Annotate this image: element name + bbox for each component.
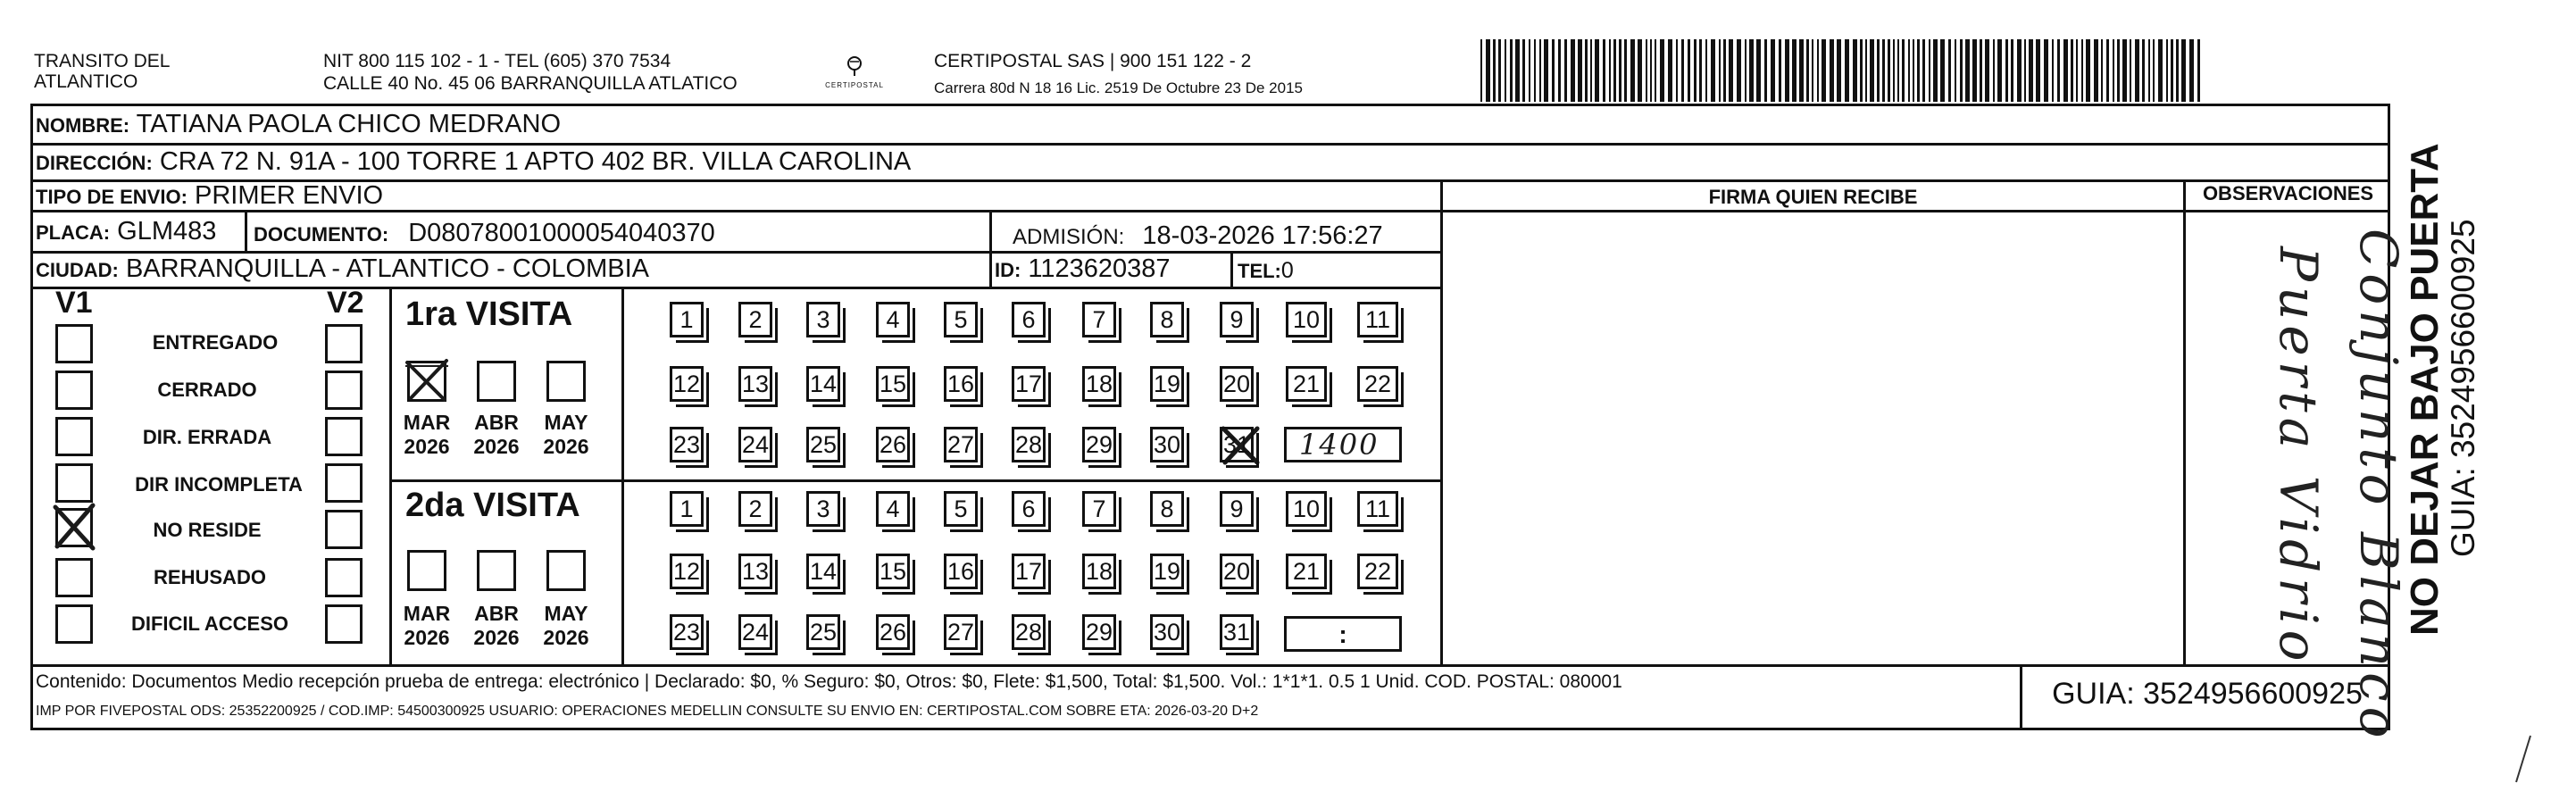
tel-row (1238, 255, 1294, 287)
barcode-bar (1980, 39, 1982, 102)
barcode-bar (2094, 39, 2098, 102)
barcode-bar (1539, 39, 1541, 102)
barcode-bar (1745, 39, 1747, 102)
barcode-bar (1845, 39, 1849, 102)
barcode-bar (1624, 39, 1627, 102)
v2-checkbox-rehusado[interactable] (325, 558, 363, 597)
visit2-day-10[interactable]: 10 (1286, 491, 1327, 527)
footer-imp: IMP POR FIVEPOSTAL ODS: 25352200925 / COD.IMP: 54500300925 USUARIO: OPERACIONES MEDELLIN CONSULTE SU ENVIO EN: CERTIPOSTAL.COM SOBRE ETA: 2026-03-20 D+2 (36, 704, 1259, 719)
ciudad-label: CIUDAD: (36, 259, 119, 281)
visit2-day-31[interactable]: 31 (1220, 614, 1254, 650)
visit1-month-check-mark (402, 357, 452, 405)
visit1-month-may-box[interactable] (546, 361, 586, 402)
visit1-day-9[interactable]: 9 (1220, 302, 1254, 337)
barcode-bar (2017, 39, 2022, 102)
visit2-day-17[interactable]: 17 (1012, 554, 1046, 589)
visit1-day-26[interactable]: 26 (876, 427, 910, 462)
barcode-bar (2158, 39, 2163, 102)
barcode-bar (1749, 39, 1754, 102)
barcode-bar (1948, 39, 1951, 102)
barcode-bar (1792, 39, 1797, 102)
observation-handwritten-line2: Puerta Vidrio (2268, 246, 2329, 667)
barcode-bar (1865, 39, 1867, 102)
visit1-day-24[interactable]: 24 (738, 427, 772, 462)
v2-checkbox-no-reside[interactable] (325, 510, 363, 549)
direccion-label: DIRECCIÓN: (36, 152, 153, 174)
ciudad-value: BARRANQUILLA - ATLANTICO - COLOMBIA (125, 254, 649, 283)
visit1-day-28[interactable]: 28 (1012, 427, 1046, 462)
firma-header: FIRMA QUIEN RECIBE (1708, 186, 1918, 208)
visit2-day-25[interactable]: 25 (806, 614, 840, 650)
barcode-bar (1705, 39, 1707, 102)
visit2-month-may-box[interactable] (546, 550, 586, 591)
v2-checkbox-dir-errada[interactable] (325, 417, 363, 456)
barcode-bar (1585, 39, 1588, 102)
barcode-bar (2101, 39, 2103, 102)
id-value: 1123620387 (1028, 254, 1171, 283)
barcode-bar (2148, 39, 2150, 102)
visit1-day-18[interactable]: 18 (1082, 366, 1116, 402)
visit1-day-8[interactable]: 8 (1150, 302, 1184, 337)
visit2-day-15[interactable]: 15 (876, 554, 910, 589)
barcode-bar (1837, 39, 1841, 102)
barcode-bar (1897, 39, 1899, 102)
barcode-bar (1729, 39, 1733, 102)
visit1-day-10[interactable]: 10 (1286, 302, 1327, 337)
barcode-bar (2011, 39, 2013, 102)
barcode-bar (1544, 39, 1548, 102)
barcode-bar (2189, 39, 2194, 102)
visit2-day-22[interactable]: 22 (1357, 554, 1398, 589)
barcode-bar (1853, 39, 1857, 102)
barcode-bar (2052, 39, 2054, 102)
barcode-bar (1882, 39, 1885, 102)
documento-row (254, 218, 715, 250)
barcode-bar (1681, 39, 1684, 102)
visit1-day-27[interactable]: 27 (944, 427, 978, 462)
tipo-envio-label: TIPO DE ENVIO: (36, 186, 188, 208)
observation-handwritten-line1: Conjunto Blanco (2348, 229, 2409, 744)
reason-dir-errada: DIR. ERRADA (142, 426, 272, 448)
barcode-bar (1515, 39, 1520, 102)
tipo-envio-value: PRIMER ENVIO (194, 181, 384, 210)
side-guia-number: GUIA: 3524956600925 (2445, 219, 2481, 557)
visit1-month-abr-box[interactable] (477, 361, 516, 402)
v2-checkbox-dificil-acceso[interactable] (325, 604, 363, 644)
barcode-bar (1723, 39, 1726, 102)
barcode-bar (1799, 39, 1804, 102)
pen-mark (2509, 732, 2536, 786)
visit2-day-5[interactable]: 5 (944, 491, 978, 527)
barcode-bar (2029, 39, 2033, 102)
barcode-bar (1505, 39, 1506, 102)
visit2-day-30[interactable]: 30 (1150, 614, 1184, 650)
barcode-bar (2117, 39, 2120, 102)
barcode-bar (1571, 39, 1575, 102)
v2-checkbox-cerrado[interactable] (325, 371, 363, 410)
barcode-bar (2063, 39, 2068, 102)
observaciones-header: OBSERVACIONES (2202, 182, 2374, 204)
visit1-month-may-label: MAY 2026 (543, 411, 589, 458)
barcode (1480, 39, 2205, 102)
barcode-bar (1877, 39, 1880, 102)
barcode-bar (2113, 39, 2114, 102)
visit2-day-23[interactable]: 23 (670, 614, 704, 650)
certipostal-logo (814, 52, 895, 95)
visit1-time-handwritten: 1400 (1299, 428, 1380, 462)
barcode-bar (1595, 39, 1599, 102)
visit2-day-21[interactable]: 21 (1286, 554, 1327, 589)
visit2-day-19[interactable]: 19 (1150, 554, 1184, 589)
barcode-bar (1613, 39, 1616, 102)
barcode-bar (1655, 39, 1656, 102)
barcode-bar (2142, 39, 2145, 102)
barcode-bar (1888, 39, 1890, 102)
barcode-bar (1660, 39, 1664, 102)
visit1-day-7[interactable]: 7 (1082, 302, 1116, 337)
barcode-bar (1902, 39, 1905, 102)
barcode-bar (1638, 39, 1642, 102)
barcode-bar (1817, 39, 1819, 102)
reason-dificil-acceso: DIFICIL ACCESO (130, 612, 288, 635)
barcode-bar (1993, 39, 1995, 102)
visit1-day-11[interactable]: 11 (1357, 302, 1398, 337)
visit2-day-27[interactable]: 27 (944, 614, 978, 650)
barcode-bar (2135, 39, 2139, 102)
visit2-day-7[interactable]: 7 (1082, 491, 1116, 527)
direccion-row (36, 146, 911, 179)
v2-marker: V2 (327, 286, 364, 320)
barcode-bar (2181, 39, 2186, 102)
barcode-bar (1955, 39, 1956, 102)
barcode-bar (2005, 39, 2008, 102)
barcode-bar (1779, 39, 1781, 102)
direccion-value: CRA 72 N. 91A - 100 TORRE 1 APTO 402 BR. VILLA CAROLINA (159, 147, 912, 176)
company-info: CERTIPOSTAL SAS | 900 151 122 - 2 (934, 51, 1252, 71)
barcode-bar (1578, 39, 1582, 102)
nombre-value: TATIANA PAOLA CHICO MEDRANO (136, 110, 562, 138)
barcode-bar (1913, 39, 1914, 102)
barcode-bar (2176, 39, 2179, 102)
nombre-row (36, 109, 561, 141)
barcode-bar (2166, 39, 2168, 102)
visit2-day-6[interactable]: 6 (1012, 491, 1046, 527)
visit1-title: 1ra VISITA (405, 296, 573, 333)
sender-name-line1: TRANSITO DEL (34, 51, 171, 71)
barcode-bar (2122, 39, 2127, 102)
barcode-bar (1510, 39, 1513, 102)
barcode-bar (1668, 39, 1672, 102)
barcode-bar (2197, 39, 2200, 102)
barcode-bar (1756, 39, 1761, 102)
visit2-title: 2da VISITA (405, 487, 580, 524)
visit1-day-5[interactable]: 5 (944, 302, 978, 337)
reason-dir-incompleta: DIR INCOMPLETA (135, 473, 303, 496)
visit2-month-mar-box[interactable] (407, 550, 446, 591)
v1-checkbox-dir-incompleta[interactable] (55, 463, 93, 503)
barcode-bar (1493, 39, 1496, 102)
barcode-bar (1917, 39, 1920, 102)
visit1-day-17[interactable]: 17 (1012, 366, 1046, 402)
barcode-bar (1694, 39, 1696, 102)
documento-value: D08078001000054040370 (408, 219, 715, 247)
barcode-bar (2130, 39, 2131, 102)
barcode-bar (1972, 39, 1977, 102)
barcode-bar (2076, 39, 2078, 102)
barcode-bar (1785, 39, 1789, 102)
barcode-bar (2081, 39, 2083, 102)
barcode-bar (1699, 39, 1702, 102)
barcode-bar (1522, 39, 1525, 102)
barcode-bar (1480, 39, 1482, 102)
reason-entregado: ENTREGADO (152, 331, 279, 354)
v1-checkbox-entregado[interactable] (55, 324, 93, 363)
barcode-bar (1908, 39, 1910, 102)
visit2-day-3[interactable]: 3 (806, 491, 840, 527)
admision-value: 18-03-2026 17:56:27 (1142, 221, 1383, 250)
visit2-day-29[interactable]: 29 (1082, 614, 1116, 650)
barcode-bar (1552, 39, 1555, 102)
tel-label: TEL: (1238, 260, 1281, 282)
visit1-day-6[interactable]: 6 (1012, 302, 1046, 337)
barcode-bar (1870, 39, 1874, 102)
reason-rehusado: REHUSADO (154, 566, 266, 588)
barcode-bar (2086, 39, 2090, 102)
license-info: Carrera 80d N 18 16 Lic. 2519 De Octubre 23 De 2015 (934, 79, 1303, 96)
barcode-bar (1997, 39, 2002, 102)
barcode-bar (1603, 39, 1605, 102)
placa-row (36, 216, 216, 248)
visit1-day-22[interactable]: 22 (1357, 366, 1398, 402)
visit2-day-11[interactable]: 11 (1357, 491, 1398, 527)
visit1-day-2[interactable]: 2 (738, 302, 772, 337)
barcode-bar (1676, 39, 1678, 102)
tel-value: 0 (1280, 258, 1294, 283)
visit1-day-1[interactable]: 1 (670, 302, 704, 337)
v1-marker: V1 (55, 286, 93, 320)
barcode-bar (1498, 39, 1501, 102)
footer-guia-number: GUIA: 3524956600925 (2052, 677, 2363, 711)
barcode-bar (2057, 39, 2060, 102)
barcode-bar (2024, 39, 2026, 102)
barcode-bar (2036, 39, 2040, 102)
barcode-bar (1965, 39, 1970, 102)
barcode-bar (1619, 39, 1621, 102)
visit1-day-31[interactable]: 31 (1220, 427, 1254, 462)
barcode-bar (1830, 39, 1834, 102)
barcode-bar (1929, 39, 1930, 102)
visit2-day-8[interactable]: 8 (1150, 491, 1184, 527)
visit2-month-abr-label: ABR 2026 (473, 602, 520, 649)
visit1-day-4[interactable]: 4 (876, 302, 910, 337)
visit1-day-15[interactable]: 15 (876, 366, 910, 402)
reason-cerrado: CERRADO (157, 379, 257, 401)
barcode-bar (2044, 39, 2048, 102)
barcode-bar (1564, 39, 1567, 102)
visit1-day-23[interactable]: 23 (670, 427, 704, 462)
visit2-month-may-label: MAY 2026 (543, 602, 589, 649)
visit2-day-12[interactable]: 12 (670, 554, 704, 589)
admision-label: ADMISIÓN: (1013, 225, 1125, 249)
visit1-month-abr-label: ABR 2026 (473, 411, 520, 458)
barcode-bar (1646, 39, 1647, 102)
tipo-envio-row (36, 180, 383, 212)
barcode-bar (1764, 39, 1767, 102)
footer-contenido: Contenido: Documentos Medio recepción prueba de entrega: electrónico | Declarado: $0, % Seguro: $0, Otros: $0, Flete: $1,500, Total: $1,500. Vol.: 1*1*1. 0.5 1 Unid. COD. POSTAL: 080001 (36, 671, 1622, 692)
barcode-bar (1822, 39, 1826, 102)
visit1-day-14[interactable]: 14 (806, 366, 840, 402)
visit1-day-30[interactable]: 30 (1150, 427, 1184, 462)
visit2-time-separator: : (1338, 621, 1347, 648)
logo-wordmark: CERTIPOSTAL (825, 81, 884, 89)
visit1-day-19[interactable]: 19 (1150, 366, 1184, 402)
admision-row (1013, 221, 1383, 253)
barcode-bar (1630, 39, 1635, 102)
barcode-bar (1529, 39, 1530, 102)
barcode-bar (1771, 39, 1775, 102)
barcode-bar (1933, 39, 1938, 102)
visit2-day-14[interactable]: 14 (806, 554, 840, 589)
barcode-bar (1940, 39, 1945, 102)
visit2-time-box[interactable] (1284, 616, 1402, 652)
barcode-bar (1609, 39, 1611, 102)
visit2-month-mar-label: MAR 2026 (403, 602, 451, 649)
barcode-bar (1688, 39, 1690, 102)
ciudad-row (36, 254, 649, 286)
documento-label: DOCUMENTO: (254, 223, 389, 246)
barcode-bar (1960, 39, 1963, 102)
visit1-day-16[interactable]: 16 (944, 366, 978, 402)
id-label: ID: (995, 259, 1021, 281)
visit2-month-abr-box[interactable] (477, 550, 516, 591)
sender-address: CALLE 40 No. 45 06 BARRANQUILLA ATLATICO (323, 73, 738, 94)
barcode-bar (2106, 39, 2109, 102)
visit2-day-20[interactable]: 20 (1220, 554, 1254, 589)
barcode-bar (1711, 39, 1715, 102)
barcode-bar (2153, 39, 2155, 102)
visit2-day-2[interactable]: 2 (738, 491, 772, 527)
barcode-bar (2171, 39, 2173, 102)
no-dejar-bajo-puerta-warning: NO DEJAR BAJO PUERTA (2403, 143, 2447, 636)
visit2-day-16[interactable]: 16 (944, 554, 978, 589)
visit1-day-3[interactable]: 3 (806, 302, 840, 337)
visit1-day-13[interactable]: 13 (738, 366, 772, 402)
id-row (995, 254, 1171, 286)
barcode-bar (2071, 39, 2073, 102)
v1-checkbox-dificil-acceso[interactable] (55, 604, 93, 644)
visit2-day-26[interactable]: 26 (876, 614, 910, 650)
visit2-day-9[interactable]: 9 (1220, 491, 1254, 527)
reason-no-reside: NO RESIDE (153, 519, 262, 541)
sender-name-line2: ATLANTICO (34, 71, 138, 92)
v1-no-reside-check-mark (50, 502, 100, 554)
visit1-month-mar-label: MAR 2026 (403, 411, 451, 458)
barcode-bar (1737, 39, 1741, 102)
visit1-day-12[interactable]: 12 (670, 366, 704, 402)
visit2-day-1[interactable]: 1 (670, 491, 704, 527)
barcode-bar (1893, 39, 1895, 102)
barcode-bar (1985, 39, 1989, 102)
visit2-day-4[interactable]: 4 (876, 491, 910, 527)
visit1-time-box[interactable] (1284, 427, 1402, 462)
visit1-day-20[interactable]: 20 (1220, 366, 1254, 402)
barcode-bar (1558, 39, 1561, 102)
barcode-bar (1860, 39, 1863, 102)
visit1-day-25[interactable]: 25 (806, 427, 840, 462)
barcode-bar (1590, 39, 1592, 102)
v1-checkbox-rehusado[interactable] (55, 558, 93, 597)
sender-nit: NIT 800 115 102 - 1 - TEL (605) 370 7534 (323, 51, 671, 71)
placa-label: PLACA: (36, 221, 111, 244)
visit1-day-29[interactable]: 29 (1082, 427, 1116, 462)
visit2-day-28[interactable]: 28 (1012, 614, 1046, 650)
barcode-bar (1922, 39, 1925, 102)
visit2-day-24[interactable]: 24 (738, 614, 772, 650)
placa-value: GLM483 (117, 217, 217, 246)
barcode-bar (1812, 39, 1813, 102)
barcode-bar (1806, 39, 1809, 102)
barcode-bar (1486, 39, 1490, 102)
barcode-bar (1650, 39, 1652, 102)
barcode-bar (1719, 39, 1721, 102)
visit2-day-18[interactable]: 18 (1082, 554, 1116, 589)
barcode-bar (1534, 39, 1536, 102)
visit1-day-21[interactable]: 21 (1286, 366, 1327, 402)
visit2-day-13[interactable]: 13 (738, 554, 772, 589)
nombre-label: NOMBRE: (36, 114, 130, 137)
